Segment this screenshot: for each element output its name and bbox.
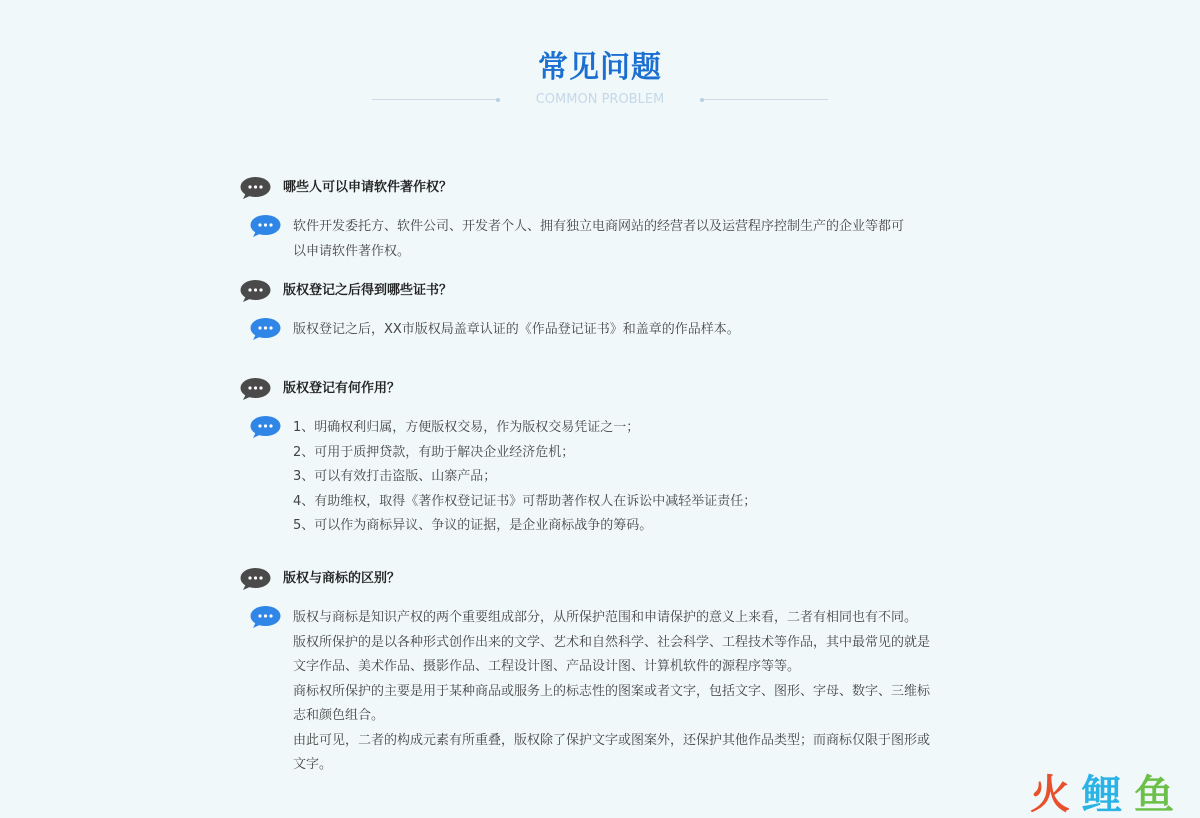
speech-bubble-dark-icon [240, 377, 271, 401]
section-header [0, 48, 1200, 107]
faq-answer [293, 415, 1000, 539]
watermark-logo [1030, 770, 1190, 816]
answer-line: 商标权所保护的主要是用于某种商品或服务上的标志性的图案或者文字，包括文字、图形、字母、数字、三维标 [293, 683, 931, 699]
speech-bubble-blue-icon [250, 605, 281, 629]
speech-bubble-dark-icon [240, 176, 271, 200]
answer-line: 版权登记之后，XX市版权局盖章认证的《作品登记证书》和盖章的作品样本。 [293, 322, 740, 337]
faq-answer-row [240, 415, 1000, 539]
answer-line: 以申请软件著作权。 [293, 243, 411, 259]
divider-dot [700, 98, 704, 102]
speech-bubble-dark-icon [240, 567, 271, 591]
page-title: 常见问题 [538, 50, 662, 85]
faq-item [240, 279, 1000, 343]
faq-question: 版权登记之后得到哪些证书？ [283, 283, 453, 298]
answer-line: 2、可用于质押贷款，有助于解决企业经济危机； [293, 444, 575, 460]
faq-question: 版权登记有何作用？ [283, 381, 401, 396]
answer-line: 志和颜色组合。 [293, 708, 385, 723]
faq-answer-row [240, 214, 1000, 264]
page-subtitle: COMMON PROBLEM [535, 92, 665, 107]
faq-item [240, 176, 1000, 264]
answer-line: 3、可以有效打击盗版、山寨产品； [293, 469, 497, 484]
answer-line: 4、有助维权，取得《著作权登记证书》可帮助著作权人在诉讼中减轻举证责任； [293, 493, 757, 509]
faq-answer-row [240, 317, 1000, 343]
faq-question-row [240, 567, 1000, 591]
watermark-char: 鱼 [1134, 772, 1174, 816]
speech-bubble-dark-icon [240, 279, 271, 303]
answer-line: 由此可见，二者的构成元素有所重叠，版权除了保护文字或图案外，还保护其他作品类型；而商标仅限于图形或 [293, 732, 931, 748]
faq-item [240, 567, 1000, 778]
faq-question: 版权与商标的区别？ [283, 571, 401, 586]
faq-question-row [240, 176, 1000, 200]
faq-answer [293, 605, 1000, 778]
watermark-char: 鲤 [1082, 772, 1122, 816]
answer-line: 软件开发委托方、软件公司、开发者个人、拥有独立电商网站的经营者以及运营程序控制生产的企业等都可 [293, 219, 905, 234]
answer-line: 版权与商标是知识产权的两个重要组成部分，从所保护范围和申请保护的意义上来看，二者有相同也有不同。 [293, 610, 918, 625]
answer-line: 文字。 [293, 757, 333, 772]
faq-question-row [240, 377, 1000, 401]
answer-line: 版权所保护的是以各种形式创作出来的文学、艺术和自然科学、社会科学、工程技术等作品，其中最常见的就是 [293, 634, 931, 650]
speech-bubble-blue-icon [250, 317, 281, 341]
faq-answer [293, 214, 1000, 264]
answer-line: 5、可以作为商标异议、争议的证据，是企业商标战争的筹码。 [293, 518, 653, 533]
subtitle-row [0, 90, 1200, 110]
answer-line: 文字作品、美术作品、摄影作品、工程设计图、产品设计图、计算机软件的源程序等等。 [293, 659, 801, 674]
faq-question: 哪些人可以申请软件著作权？ [283, 180, 453, 195]
watermark-char: 火 [1030, 772, 1070, 816]
divider-right [702, 99, 828, 100]
speech-bubble-blue-icon [250, 415, 281, 439]
faq-question-row [240, 279, 1000, 303]
faq-item [240, 377, 1000, 539]
speech-bubble-blue-icon [250, 214, 281, 238]
answer-line: 1、明确权利归属，方便版权交易，作为版权交易凭证之一； [293, 420, 640, 435]
faq-answer-row [240, 605, 1000, 778]
faq-answer [293, 317, 1000, 343]
